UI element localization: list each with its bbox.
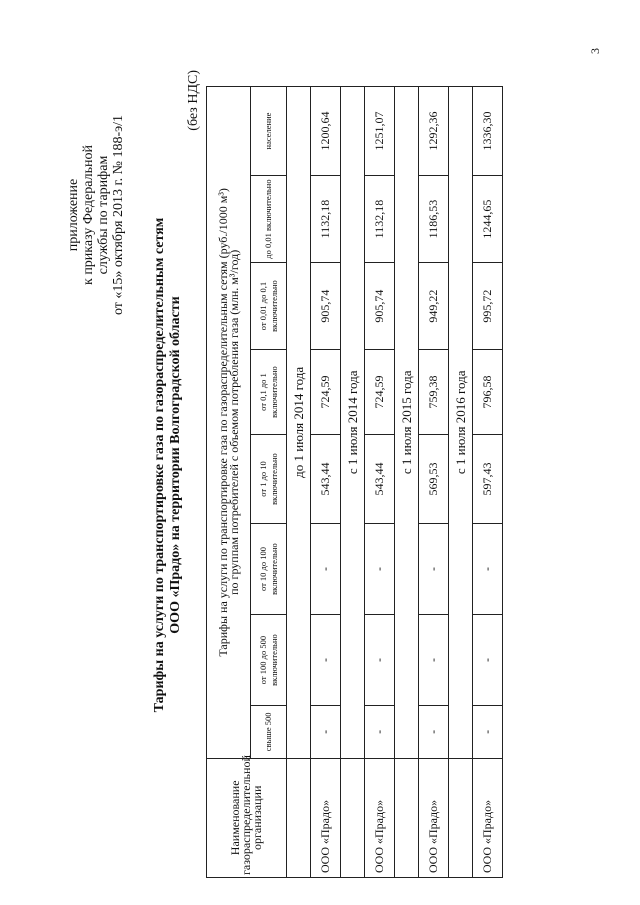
tariff-cell: 1292,36 (419, 87, 449, 176)
org-name-cell: ООО «Прадо» (419, 758, 449, 877)
org-spacer-cell (287, 758, 311, 877)
tariff-cell: 597,43 (473, 435, 503, 524)
period-section (395, 87, 449, 878)
table-row (311, 87, 341, 878)
tariff-cell: 1132,18 (311, 176, 341, 263)
tariff-cell: 1132,18 (365, 176, 395, 263)
table-row (365, 87, 395, 878)
tariff-cell: 1200,64 (311, 87, 341, 176)
tariff-cell: - (365, 615, 395, 706)
period-section (341, 87, 395, 878)
appendix-line: от «15» октября 2013 г. № 188-э/1 (111, 114, 126, 316)
tariff-cell: 949,22 (419, 263, 449, 350)
period-label: с 1 июля 2015 года (395, 87, 419, 759)
appendix-line: приложение (66, 178, 81, 252)
table-row (473, 87, 503, 878)
tariff-cell: 569,53 (419, 435, 449, 524)
tariff-cell: 543,44 (311, 435, 341, 524)
tariff-cell: - (311, 524, 341, 615)
group-header: от 0,1 до 1 включительно (251, 350, 287, 435)
tariff-cell: 724,59 (311, 350, 341, 435)
tariff-cell: - (419, 524, 449, 615)
tariff-cell: - (311, 706, 341, 759)
tariff-cell: 724,59 (365, 350, 395, 435)
tariff-header-line: Тарифы на услуги по транспортировке газа по газораспределительным сетям (руб./1000 м³) (215, 188, 230, 657)
tariff-table (206, 86, 503, 878)
period-label: с 1 июля 2014 года (341, 87, 365, 759)
org-spacer-cell (395, 758, 419, 877)
tariff-cell: 1186,53 (419, 176, 449, 263)
tariff-cell: 1336,30 (473, 87, 503, 176)
period-section (449, 87, 503, 878)
org-spacer-cell (449, 758, 473, 877)
tariff-cell: 796,58 (473, 350, 503, 435)
tariff-cell: - (419, 706, 449, 759)
tariff-header (207, 87, 251, 759)
tariff-cell: - (473, 706, 503, 759)
tariff-header-line: по группам потребителей с объемом потребления газа (млн. м³/год) (226, 249, 241, 595)
org-column-header: Наименование газораспределительной организации (207, 758, 287, 877)
title-line: Тарифы на услуги по транспортировке газа по газораспределительным сетям (152, 217, 167, 713)
group-header: от 10 до 100 включительно (251, 524, 287, 615)
appendix-line: к приказу Федеральной (81, 145, 96, 285)
tariff-cell: - (419, 615, 449, 706)
period-section (287, 87, 341, 878)
table-header (207, 87, 287, 878)
tariff-cell: - (365, 706, 395, 759)
org-name-cell: ООО «Прадо» (311, 758, 341, 877)
title-line: ООО «Прадо» на территории Волгоградской области (168, 296, 183, 634)
tariff-cell: 905,74 (365, 263, 395, 350)
group-header: от 100 до 500 включительно (251, 615, 287, 706)
period-label: до 1 июля 2014 года (287, 87, 311, 759)
period-label: с 1 июля 2016 года (449, 87, 473, 759)
vat-note: (без НДС) (186, 70, 201, 131)
tariff-cell: 1251,07 (365, 87, 395, 176)
tariff-cell: 759,38 (419, 350, 449, 435)
group-header: от 1 до 10 включительно (251, 435, 287, 524)
table-row (419, 87, 449, 878)
org-spacer-cell (341, 758, 365, 877)
group-header: до 0,01 включительно (251, 176, 287, 263)
group-header: свыше 500 (251, 706, 287, 759)
tariff-cell: - (473, 615, 503, 706)
org-name-cell: ООО «Прадо» (473, 758, 503, 877)
page-number: 3 (588, 48, 602, 54)
tariff-cell: 905,74 (311, 263, 341, 350)
tariff-cell: - (365, 524, 395, 615)
tariff-cell: - (311, 615, 341, 706)
tariff-cell: - (473, 524, 503, 615)
group-header: от 0,01 до 0,1 включительно (251, 263, 287, 350)
appendix-line: службы по тарифам (96, 155, 111, 275)
tariff-cell: 1244,65 (473, 176, 503, 263)
tariff-cell: 543,44 (365, 435, 395, 524)
group-header: население (251, 87, 287, 176)
appendix-block (66, 85, 126, 345)
org-name-cell: ООО «Прадо» (365, 758, 395, 877)
document-title (152, 85, 184, 845)
tariff-cell: 995,72 (473, 263, 503, 350)
